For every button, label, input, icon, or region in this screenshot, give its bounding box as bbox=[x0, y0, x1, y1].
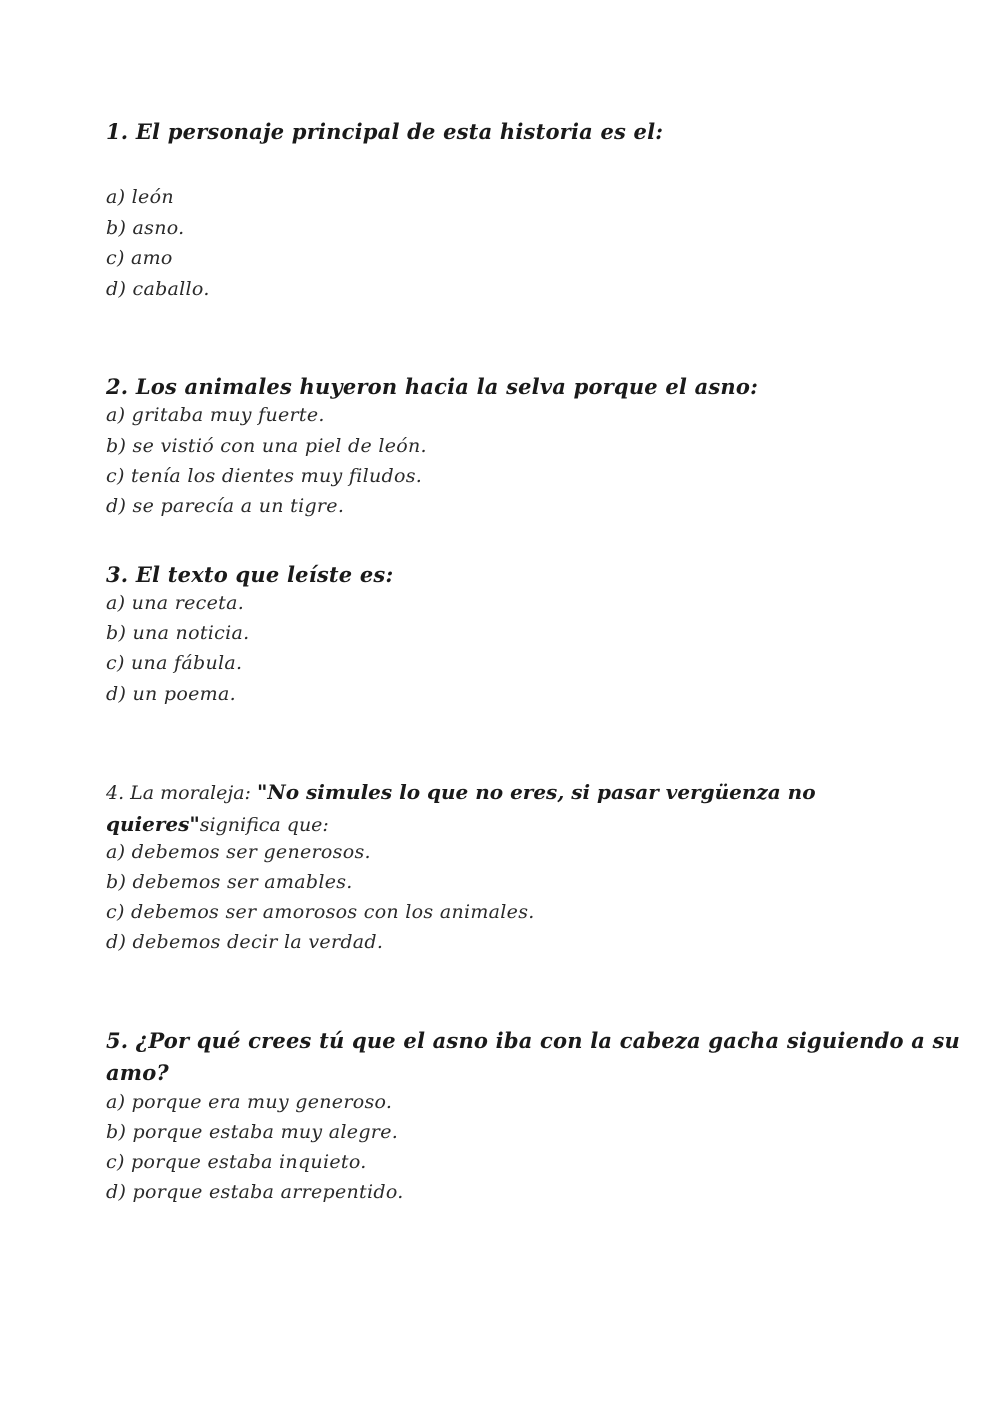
question-4-suffix: significa que: bbox=[199, 814, 329, 836]
question-1-option-d: d) caballo. bbox=[106, 278, 210, 300]
question-2-option-b: b) se vistió con una piel de león. bbox=[106, 435, 427, 457]
question-1-option-a: a) león bbox=[106, 186, 174, 208]
question-5-text-line-2: amo? bbox=[106, 1060, 169, 1085]
question-1-option-c: c) amo bbox=[106, 247, 173, 269]
question-4-option-a: a) debemos ser generosos. bbox=[106, 841, 371, 863]
question-4-line-2 bbox=[106, 814, 329, 835]
question-2-text: 2. Los animales huyeron hacia la selva porque el asno: bbox=[106, 374, 759, 399]
question-3-text: 3. El texto que leíste es: bbox=[106, 562, 394, 587]
question-4-option-b: b) debemos ser amables. bbox=[106, 871, 353, 893]
question-2-option-c: c) tenía los dientes muy filudos. bbox=[106, 465, 423, 487]
question-4-prefix: 4. La moraleja: bbox=[106, 782, 257, 804]
question-4-quote-part-2: quieres" bbox=[106, 812, 200, 836]
question-5-option-d: d) porque estaba arrepentido. bbox=[106, 1181, 404, 1203]
question-5-text-line-1: 5. ¿Por qué crees tú que el asno iba con la cabeza gacha siguiendo a su bbox=[106, 1028, 961, 1053]
question-5-option-b: b) porque estaba muy alegre. bbox=[106, 1121, 399, 1143]
question-1-text: 1. El personaje principal de esta historia es el: bbox=[106, 119, 664, 144]
question-5-option-c: c) porque estaba inquieto. bbox=[106, 1151, 367, 1173]
question-4-option-d: d) debemos decir la verdad. bbox=[106, 931, 384, 953]
question-4-option-c: c) debemos ser amorosos con los animales. bbox=[106, 901, 535, 923]
question-2-option-a: a) gritaba muy fuerte. bbox=[106, 404, 325, 426]
question-1-option-b: b) asno. bbox=[106, 217, 185, 239]
question-5-option-a: a) porque era muy generoso. bbox=[106, 1091, 393, 1113]
question-3-option-c: c) una fábula. bbox=[106, 652, 243, 674]
question-3-option-a: a) una receta. bbox=[106, 592, 245, 614]
question-4-line-1 bbox=[106, 782, 816, 803]
question-2-option-d: d) se parecía a un tigre. bbox=[106, 495, 345, 517]
question-4-quote-part-1: "No simules lo que no eres, si pasar vergüenza no bbox=[257, 780, 816, 804]
question-3-option-b: b) una noticia. bbox=[106, 622, 250, 644]
question-3-option-d: d) un poema. bbox=[106, 683, 236, 705]
